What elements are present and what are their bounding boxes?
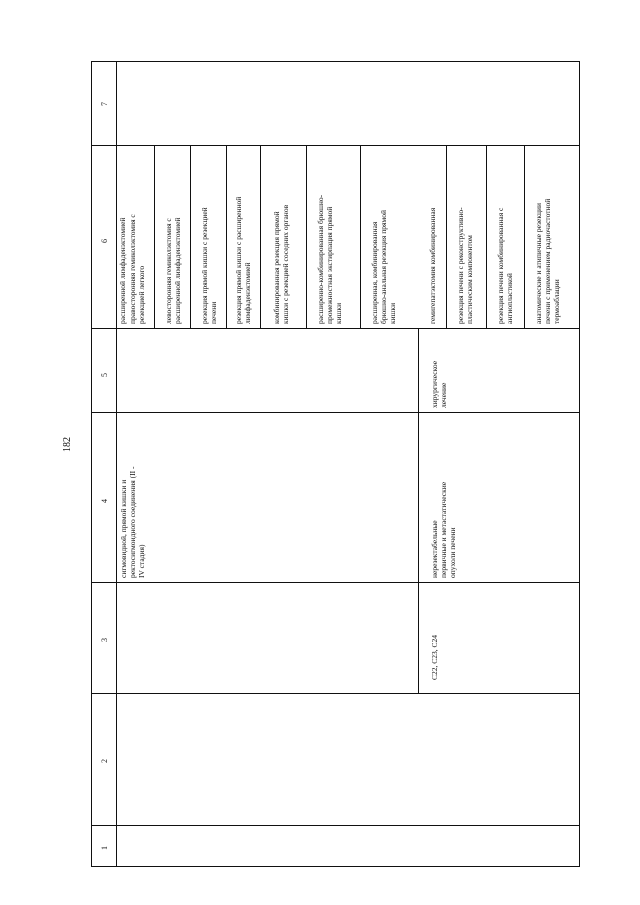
header-3: 3 [100,638,109,642]
col6-entry [370,210,397,324]
header-separator [116,61,117,867]
header-1: 1 [100,846,109,850]
col3-codes: C22, C23, C24 [430,634,439,680]
col6-entry [118,218,127,324]
text-line: лечение [439,382,448,408]
col-sep-5-4 [91,412,580,413]
text-line: расширенной лимфаденэктомией [118,217,127,324]
text-line: расширенной лимфаденэктомией [173,217,182,324]
text-line: печени с применением радиочастотной [543,198,552,324]
col-sep-2-1 [91,825,580,826]
col5-text [430,361,448,408]
header-6: 6 [100,239,109,243]
text-line: промежностная экстирпация прямой [325,206,334,324]
col6-entry [456,207,474,324]
text-line: ангиопластикой [505,273,514,324]
table-border-bottom [91,866,580,867]
text-line: левосторонняя гемиколэктомия с [164,218,173,324]
page-number: 182 [62,437,73,452]
text-line: пластическим компонентом [465,235,474,324]
text-line: сигмовидной, прямой кишки и [119,479,128,578]
row-sep [154,145,155,329]
col6-entry [164,218,182,324]
group-separator [418,328,419,694]
text-line: лимфаденэктомией [243,262,252,324]
text-line: резекция прямой кишки с резекцией [200,207,209,324]
row-sep [306,145,307,329]
text-line: кишки с резекцией соседних органов [281,204,290,324]
row-sep [524,145,525,329]
text-line: резекцией легкого [137,265,146,324]
table-border-right [579,61,580,867]
text-line: резекция печени с реконструктивно- [456,207,465,324]
text-line: печени [209,301,218,324]
text-line: кишки [334,302,343,324]
text-line: термоаблации [552,279,561,324]
text-line: правосторонняя гемиколэктомия с [128,214,137,324]
text-line: IV стадия) [137,544,146,578]
text-line: кишки [388,302,397,324]
row-sep [226,145,227,329]
header-7: 7 [100,102,109,106]
text-line: резекция печени комбинированная с [496,207,505,324]
header-5: 5 [100,373,109,377]
col6-entry [428,208,437,324]
text-line: первичные и метастатические [439,481,448,578]
row-sep [190,145,191,329]
col-sep-6-5 [91,328,580,329]
text-line: ректосигмоидного соединения (II - [128,466,137,578]
table-border-left [91,61,92,867]
text-line: комбинированная резекция прямой [272,211,281,324]
col6-entry [128,214,146,324]
col4-text [119,467,146,578]
col-sep-4-3 [91,582,580,583]
text-line: расширенная, комбинированная [370,221,379,324]
header-4: 4 [100,499,109,503]
col6-entry [316,195,343,324]
text-line: резекция прямой кишки с расширенной [234,196,243,324]
col6-entry [272,205,290,324]
col-sep-3-2 [91,693,580,694]
row-sep [486,145,487,329]
text-line: нерезектабельные [430,520,439,578]
table-border-top [91,61,580,62]
row-sep [446,145,447,329]
row-sep [260,145,261,329]
col6-entry [234,197,252,324]
text-line: хирургическое [430,360,439,408]
col6-entry [496,208,514,324]
header-2: 2 [100,759,109,763]
text-line: анатомические и атипичные резекции [534,202,543,324]
row-sep [360,145,361,329]
text-line: расширенно-комбинированная брюшно- [316,194,325,324]
col-sep-7-6 [91,145,580,146]
text-line: опухоли печени [448,527,457,578]
text-line: брюшно-анальная резекция прямой [379,210,388,324]
col6-entry [200,207,218,324]
col4-text [430,482,457,578]
col6-entry [534,199,561,324]
text-line: гемигепатэктомия комбинированная [428,207,437,324]
